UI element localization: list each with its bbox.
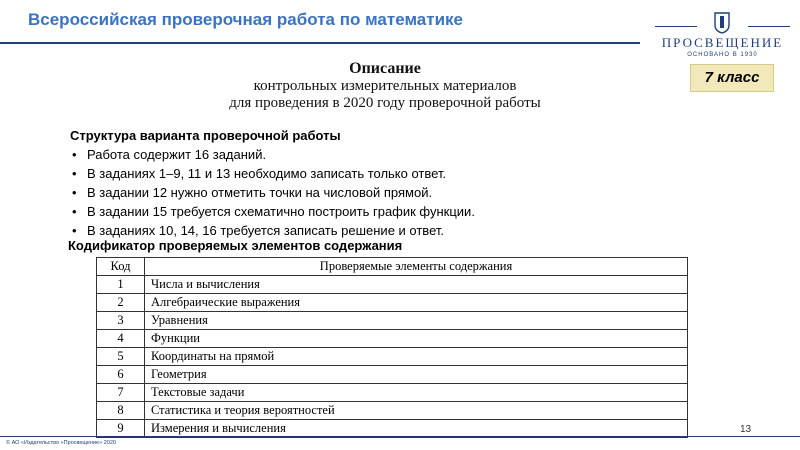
table-row (97, 366, 688, 384)
document-heading-line2: контрольных измерительных материалов (253, 78, 517, 94)
logo-line-right (748, 26, 790, 27)
list-item: • В задании 12 нужно отметить точки на числовой прямой. (70, 183, 630, 202)
cell-code: 1 (97, 276, 145, 294)
table-row (97, 384, 688, 402)
codifier-title: Кодификатор проверяемых элементов содержания (68, 238, 403, 253)
cell-element: Уравнения (145, 312, 688, 330)
cell-code: 6 (97, 366, 145, 384)
table-row (97, 276, 688, 294)
table-row (97, 312, 688, 330)
cell-code: 3 (97, 312, 145, 330)
page-number: 13 (740, 424, 752, 435)
column-header-element: Проверяемые элементы содержания (145, 258, 688, 276)
logo-name: ПРОСВЕЩЕНИЕ (661, 35, 784, 50)
header-divider (0, 42, 640, 44)
slide-title: Всероссийская проверочная работа по математике (28, 10, 463, 29)
logo-line-left (655, 26, 697, 27)
cell-code: 8 (97, 402, 145, 420)
codifier-table (96, 257, 688, 438)
cell-element: Координаты на прямой (145, 348, 688, 366)
grade-badge: 7 класс (690, 64, 774, 92)
cell-element: Числа и вычисления (145, 276, 688, 294)
cell-element: Геометрия (145, 366, 688, 384)
cell-code: 4 (97, 330, 145, 348)
structure-list (70, 145, 630, 240)
publisher-logo (655, 8, 790, 63)
cell-element: Функции (145, 330, 688, 348)
structure-heading: Структура варианта проверочной работы (70, 128, 341, 143)
table-row (97, 330, 688, 348)
list-item: • В заданиях 10, 14, 16 требуется записать решение и ответ. (70, 221, 630, 240)
list-item: • Работа содержит 16 заданий. (70, 145, 630, 164)
table-row (97, 348, 688, 366)
list-item: • В задании 15 требуется схематично построить график функции. (70, 202, 630, 221)
structure-section (70, 126, 630, 240)
cell-code: 5 (97, 348, 145, 366)
column-header-code: Код (97, 258, 145, 276)
list-item: • В заданиях 1–9, 11 и 13 необходимо записать только ответ. (70, 164, 630, 183)
logo-emblem-icon (714, 12, 730, 34)
logo-subtitle: ОСНОВАНО В 1930 (687, 52, 758, 58)
footer-divider (0, 436, 800, 437)
cell-element: Текстовые задачи (145, 384, 688, 402)
table-row (97, 420, 688, 438)
cell-code: 9 (97, 420, 145, 438)
document-heading-line1: Описание (349, 60, 421, 77)
copyright-text: © АО «Издательство «Просвещение» 2020 (6, 440, 116, 446)
cell-code: 2 (97, 294, 145, 312)
cell-element: Измерения и вычисления (145, 420, 688, 438)
table-row (97, 294, 688, 312)
cell-element: Статистика и теория вероятностей (145, 402, 688, 420)
cell-element: Алгебраические выражения (145, 294, 688, 312)
document-heading-line3: для проведения в 2020 году проверочной работы (229, 95, 541, 111)
cell-code: 7 (97, 384, 145, 402)
table-header-row (97, 258, 688, 276)
document-heading (150, 60, 620, 112)
table-row (97, 402, 688, 420)
